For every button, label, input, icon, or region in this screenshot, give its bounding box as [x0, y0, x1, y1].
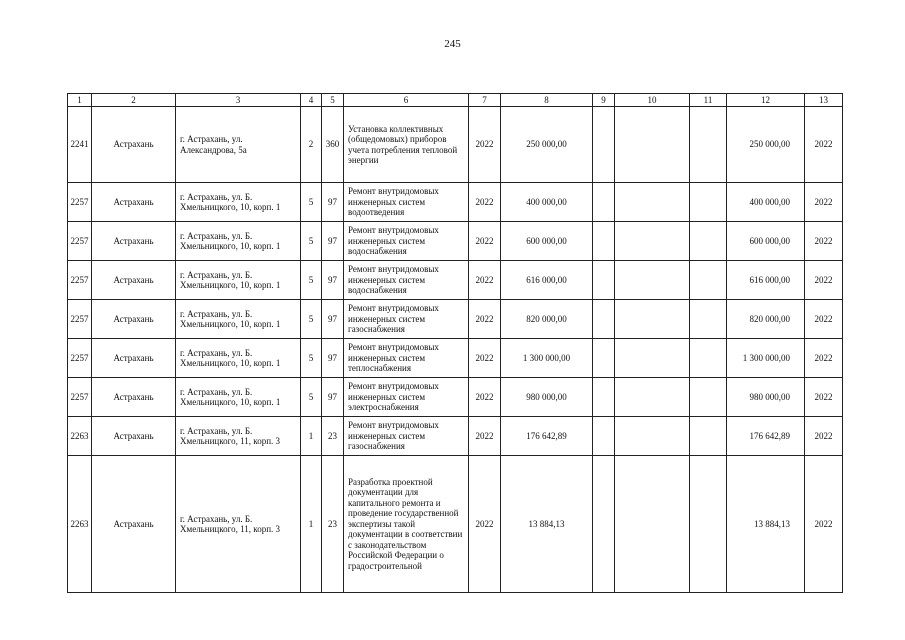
cell-floors-text: 5 [308, 235, 314, 246]
cell-id-text: 2241 [70, 139, 89, 150]
cell-col5-text: 97 [328, 313, 337, 324]
cell-total-text: 980 000,00 [749, 391, 790, 402]
cell-id-text: 2257 [70, 235, 89, 246]
cell-work-type [344, 183, 469, 222]
cell-cost-text: 13 884,13 [528, 518, 565, 529]
cell-col9 [593, 339, 615, 378]
cell-work-type-text: Разработка проектной документации для капитального ремонта и проведение государственной экспертизы такой документации в соответствии с законодательством Российской Федерации о градостроительной [348, 476, 463, 571]
table-body [68, 94, 843, 593]
cell-year-text: 2022 [475, 313, 494, 324]
cell-total [727, 417, 805, 456]
cell-work-type [344, 417, 469, 456]
header-col-2: 2 [92, 94, 176, 107]
cell-total [727, 456, 805, 593]
cell-id [68, 417, 92, 456]
cell-col10 [615, 456, 690, 593]
cell-col10 [615, 183, 690, 222]
cell-city-text: Астрахань [113, 313, 154, 324]
cell-cost [501, 417, 593, 456]
header-col-11: 11 [690, 94, 727, 107]
cell-cost [501, 107, 593, 183]
cell-total-text: 820 000,00 [749, 313, 790, 324]
cell-address-text: г. Астрахань, ул. Б. Хмельницкого, 10, корп. 1 [180, 347, 281, 368]
cell-col5 [322, 300, 344, 339]
cell-id-text: 2257 [70, 274, 89, 285]
cell-work-type-text: Ремонт внутридомовых инженерных систем газоснабжения [348, 420, 439, 452]
cell-total-text: 13 884,13 [754, 518, 790, 529]
cell-total [727, 183, 805, 222]
header-col-8: 8 [501, 94, 593, 107]
cell-end-year [805, 417, 843, 456]
cell-col9 [593, 222, 615, 261]
cell-year [469, 261, 501, 300]
cell-end-year [805, 261, 843, 300]
header-col-5: 5 [322, 94, 344, 107]
cell-end-year [805, 107, 843, 183]
cell-year-text: 2022 [475, 139, 494, 150]
header-col-1: 1 [68, 94, 92, 107]
cell-col11 [690, 222, 727, 261]
cell-floors [301, 300, 322, 339]
cell-floors-text: 5 [308, 391, 314, 402]
cell-floors-text: 5 [308, 352, 314, 363]
header-col-13: 13 [805, 94, 843, 107]
cell-col5 [322, 261, 344, 300]
cell-work-type-text: Ремонт внутридомовых инженерных систем водоотведения [348, 186, 439, 218]
cell-floors [301, 261, 322, 300]
cell-floors [301, 183, 322, 222]
cell-total-text: 400 000,00 [749, 196, 790, 207]
cell-total [727, 222, 805, 261]
cell-col5-text: 97 [328, 391, 337, 402]
cell-city [92, 417, 176, 456]
cell-col10 [615, 107, 690, 183]
cell-address [176, 339, 301, 378]
cell-col11 [690, 378, 727, 417]
cell-year-text: 2022 [475, 391, 494, 402]
cell-col5 [322, 339, 344, 378]
cell-city-text: Астрахань [113, 235, 154, 246]
cell-year [469, 378, 501, 417]
table-row [68, 261, 843, 300]
cell-id [68, 261, 92, 300]
cell-end-year-text: 2022 [814, 518, 833, 529]
cell-col5-text: 97 [328, 235, 337, 246]
cell-total-text: 176 642,89 [749, 430, 790, 441]
cell-work-type-text: Установка коллективных (общедомовых) приборов учета потребления тепловой энергии [348, 123, 458, 165]
cell-address-text: г. Астрахань, ул. Б. Хмельницкого, 10, корп. 1 [180, 269, 281, 290]
cell-city [92, 378, 176, 417]
cell-col10 [615, 300, 690, 339]
cell-work-type [344, 378, 469, 417]
cell-year [469, 183, 501, 222]
cell-work-type [344, 107, 469, 183]
cell-address [176, 261, 301, 300]
cell-id-text: 2263 [70, 430, 89, 441]
header-col-3: 3 [176, 94, 301, 107]
cell-work-type [344, 456, 469, 593]
cell-cost-text: 600 000,00 [526, 235, 567, 246]
header-col-10: 10 [615, 94, 690, 107]
cell-address-text: г. Астрахань, ул. Б. Хмельницкого, 10, корп. 1 [180, 191, 281, 212]
cell-col5-text: 23 [328, 518, 337, 529]
cell-work-type [344, 261, 469, 300]
cell-address [176, 456, 301, 593]
cell-cost-text: 616 000,00 [526, 274, 567, 285]
cell-address-text: г. Астрахань, ул. Б. Хмельницкого, 11, корп. 3 [180, 425, 281, 446]
capital-repair-table [67, 93, 843, 593]
cell-total [727, 107, 805, 183]
cell-cost-text: 820 000,00 [526, 313, 567, 324]
cell-end-year-text: 2022 [814, 391, 833, 402]
header-col-7: 7 [469, 94, 501, 107]
cell-col5 [322, 378, 344, 417]
header-col-6: 6 [344, 94, 469, 107]
cell-address [176, 417, 301, 456]
cell-id [68, 378, 92, 417]
cell-total [727, 339, 805, 378]
cell-col11 [690, 456, 727, 593]
cell-year [469, 339, 501, 378]
cell-col9 [593, 261, 615, 300]
cell-col5 [322, 222, 344, 261]
cell-floors [301, 107, 322, 183]
cell-city-text: Астрахань [113, 352, 154, 363]
cell-end-year-text: 2022 [814, 274, 833, 285]
cell-city-text: Астрахань [113, 430, 154, 441]
cell-end-year-text: 2022 [814, 430, 833, 441]
cell-id [68, 183, 92, 222]
cell-address [176, 107, 301, 183]
cell-work-type [344, 300, 469, 339]
cell-col11 [690, 300, 727, 339]
cell-floors-text: 5 [308, 196, 314, 207]
cell-year [469, 222, 501, 261]
cell-end-year [805, 339, 843, 378]
cell-col9 [593, 378, 615, 417]
cell-address [176, 378, 301, 417]
cell-end-year [805, 378, 843, 417]
cell-id [68, 300, 92, 339]
cell-col5 [322, 107, 344, 183]
cell-cost [501, 456, 593, 593]
cell-id [68, 222, 92, 261]
cell-year [469, 456, 501, 593]
cell-col5-text: 97 [328, 352, 337, 363]
cell-cost [501, 222, 593, 261]
cell-city [92, 183, 176, 222]
cell-col10 [615, 378, 690, 417]
cell-work-type-text: Ремонт внутридомовых инженерных систем электроснабжения [348, 381, 439, 413]
cell-col10 [615, 417, 690, 456]
cell-work-type-text: Ремонт внутридомовых инженерных систем газоснабжения [348, 303, 439, 335]
cell-col10 [615, 261, 690, 300]
cell-cost-text: 400 000,00 [526, 196, 567, 207]
header-col-4: 4 [301, 94, 322, 107]
cell-id [68, 456, 92, 593]
table-row [68, 456, 843, 593]
table-row [68, 378, 843, 417]
cell-total [727, 300, 805, 339]
cell-city [92, 456, 176, 593]
cell-total-text: 1 300 000,00 [742, 352, 790, 363]
cell-col9 [593, 300, 615, 339]
table-row [68, 339, 843, 378]
page-number: 245 [444, 38, 461, 50]
cell-address-text: г. Астрахань, ул. Б. Хмельницкого, 10, корп. 1 [180, 386, 281, 407]
cell-city-text: Астрахань [113, 274, 154, 285]
cell-floors [301, 456, 322, 593]
cell-id-text: 2257 [70, 391, 89, 402]
cell-col9 [593, 107, 615, 183]
cell-col11 [690, 261, 727, 300]
cell-col5 [322, 183, 344, 222]
cell-city-text: Астрахань [113, 139, 154, 150]
cell-year-text: 2022 [475, 430, 494, 441]
cell-year-text: 2022 [475, 235, 494, 246]
cell-year [469, 107, 501, 183]
cell-floors-text: 1 [308, 430, 314, 441]
cell-cost [501, 183, 593, 222]
cell-col5-text: 97 [328, 274, 337, 285]
cell-floors-text: 5 [308, 274, 314, 285]
cell-end-year [805, 456, 843, 593]
cell-col10 [615, 339, 690, 378]
table-row [68, 107, 843, 183]
cell-address [176, 222, 301, 261]
cell-end-year-text: 2022 [814, 352, 833, 363]
cell-city-text: Астрахань [113, 518, 154, 529]
cell-cost [501, 378, 593, 417]
cell-work-type [344, 222, 469, 261]
cell-cost-text: 250 000,00 [526, 139, 567, 150]
cell-city [92, 107, 176, 183]
cell-col11 [690, 107, 727, 183]
cell-end-year-text: 2022 [814, 313, 833, 324]
cell-total [727, 378, 805, 417]
cell-col9 [593, 456, 615, 593]
cell-floors [301, 378, 322, 417]
cell-col5 [322, 456, 344, 593]
cell-col9 [593, 183, 615, 222]
cell-end-year [805, 222, 843, 261]
cell-id-text: 2257 [70, 196, 89, 207]
cell-end-year-text: 2022 [814, 196, 833, 207]
cell-id [68, 107, 92, 183]
cell-cost [501, 261, 593, 300]
cell-id-text: 2257 [70, 313, 89, 324]
cell-total-text: 600 000,00 [749, 235, 790, 246]
cell-address-text: г. Астрахань, ул. Б. Хмельницкого, 10, корп. 1 [180, 230, 281, 251]
cell-cost-text: 176 642,89 [526, 430, 567, 441]
column-number-row [68, 94, 843, 107]
cell-city [92, 339, 176, 378]
cell-cost-text: 1 300 000,00 [522, 352, 571, 363]
cell-id [68, 339, 92, 378]
cell-work-type [344, 339, 469, 378]
cell-city-text: Астрахань [113, 196, 154, 207]
cell-year [469, 417, 501, 456]
cell-col11 [690, 417, 727, 456]
header-col-9: 9 [593, 94, 615, 107]
cell-address-text: г. Астрахань, ул. Б. Хмельницкого, 11, корп. 3 [180, 513, 281, 534]
cell-city [92, 300, 176, 339]
cell-id-text: 2263 [70, 518, 89, 529]
cell-col5-text: 23 [328, 430, 337, 441]
cell-address-text: г. Астрахань, ул. Александрова, 5а [180, 134, 247, 155]
cell-total-text: 616 000,00 [749, 274, 790, 285]
cell-year-text: 2022 [475, 518, 494, 529]
cell-col11 [690, 339, 727, 378]
cell-end-year [805, 300, 843, 339]
header-col-12: 12 [727, 94, 805, 107]
cell-floors-text: 2 [308, 139, 314, 150]
cell-end-year-text: 2022 [814, 235, 833, 246]
cell-year-text: 2022 [475, 352, 494, 363]
cell-col5 [322, 417, 344, 456]
cell-end-year-text: 2022 [814, 139, 833, 150]
table-row [68, 183, 843, 222]
cell-city-text: Астрахань [113, 391, 154, 402]
cell-total [727, 261, 805, 300]
cell-city [92, 261, 176, 300]
cell-col11 [690, 183, 727, 222]
cell-city [92, 222, 176, 261]
cell-floors [301, 339, 322, 378]
cell-floors [301, 417, 322, 456]
cell-work-type-text: Ремонт внутридомовых инженерных систем водоснабжения [348, 225, 439, 257]
cell-floors [301, 222, 322, 261]
cell-work-type-text: Ремонт внутридомовых инженерных систем теплоснабжения [348, 342, 439, 374]
cell-year-text: 2022 [475, 196, 494, 207]
cell-work-type-text: Ремонт внутридомовых инженерных систем водоснабжения [348, 264, 439, 296]
cell-col5-text: 97 [328, 196, 337, 207]
cell-address-text: г. Астрахань, ул. Б. Хмельницкого, 10, корп. 1 [180, 308, 281, 329]
cell-address [176, 300, 301, 339]
cell-total-text: 250 000,00 [749, 139, 790, 150]
cell-year-text: 2022 [475, 274, 494, 285]
cell-col5-text: 360 [325, 139, 340, 150]
cell-col9 [593, 417, 615, 456]
cell-cost [501, 300, 593, 339]
cell-floors-text: 1 [308, 518, 314, 529]
table-row [68, 417, 843, 456]
cell-address [176, 183, 301, 222]
table-row [68, 222, 843, 261]
cell-floors-text: 5 [308, 313, 314, 324]
cell-year [469, 300, 501, 339]
cell-id-text: 2257 [70, 352, 89, 363]
table-row [68, 300, 843, 339]
cell-cost-text: 980 000,00 [526, 391, 567, 402]
cell-end-year [805, 183, 843, 222]
cell-col10 [615, 222, 690, 261]
cell-cost [501, 339, 593, 378]
